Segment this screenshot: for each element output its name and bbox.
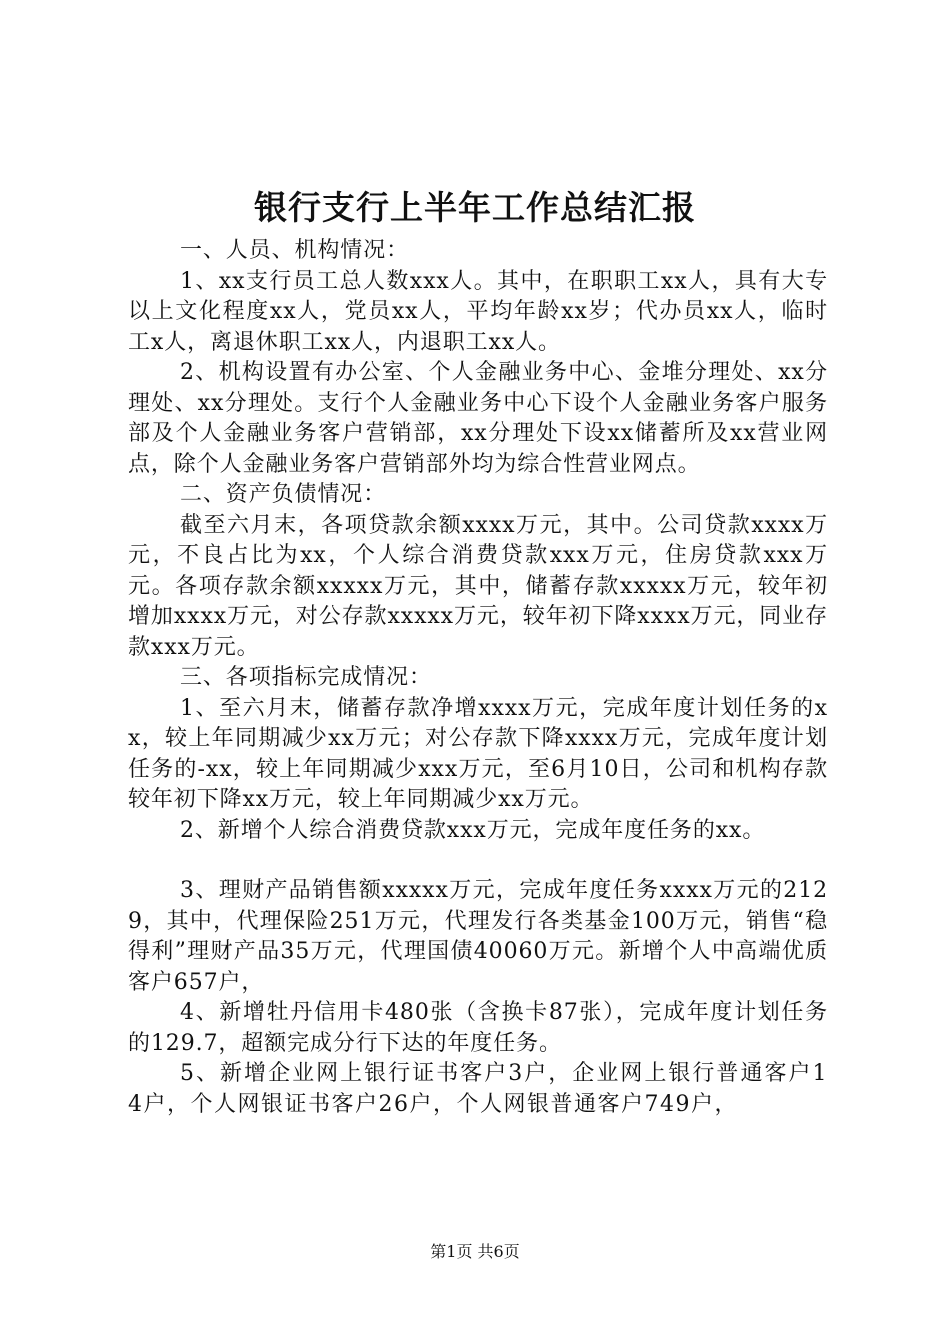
- section-heading-personnel: 一、人员、机构情况：: [180, 238, 410, 263]
- paragraph-consumer-loans: 2、新增个人综合消费贷款xxx万元，完成年度任务的xx。: [180, 817, 766, 843]
- page-footer: 第1页 共6页: [430, 1242, 520, 1261]
- paragraph-savings-growth: 1、至六月末，储蓄存款净增xxxx万元，完成年度计划任务的xx，较上年同期减少xx万元；对公存款下降xxxx万元，完成年度计划任务的-xx，较上年同期减少xxx万元，至6月10日，公司和机构存款较年初下降xx万元，较上年同期减少xx万元。: [128, 695, 828, 812]
- document-title: 银行支行上半年工作总结汇报: [254, 188, 696, 227]
- paragraph-credit-cards: 4、新增牡丹信用卡480张（含换卡87张），完成年度计划任务的129.7，超额完成分行下达的年度任务。: [128, 1000, 828, 1056]
- paragraph-loans-deposits: 截至六月末，各项贷款余额xxxx万元，其中。公司贷款xxxx万元，不良占比为xx，个人综合消费贷款xxx万元，住房贷款xxx万元。各项存款余额xxxxx万元，其中，储蓄存款xxxxx万元，较年初增加xxxx万元，对公存款xxxxx万元，较年初下降xxxx万元，同业存款xxx万元。: [128, 512, 828, 660]
- document-body: [128, 236, 828, 1120]
- paragraph-wealth-products: 3、理财产品销售额xxxxx万元，完成年度任务xxxx万元的2129，其中，代理保险251万元，代理发行各类基金100万元，销售“稳得利”理财产品35万元，代理国债40060万元。新增个人中高端优质客户657户，: [128, 878, 828, 995]
- paragraph-online-banking: 5、新增企业网上银行证书客户3户，企业网上银行普通客户14户，个人网银证书客户26户，个人网银普通客户749户，: [128, 1061, 828, 1117]
- paragraph-organization: 2、机构设置有办公室、个人金融业务中心、金堆分理处、xx分理处、xx分理处。支行个人金融业务中心下设个人金融业务客户服务部及个人金融业务客户营销部，xx分理处下设xx储蓄所及xx营业网点，除个人金融业务客户营销部外均为综合性营业网点。: [128, 360, 828, 477]
- paragraph-staff-count: 1、xx支行员工总人数xxx人。其中，在职职工xx人，具有大专以上文化程度xx人，党员xx人，平均年龄xx岁；代办员xx人，临时工x人，离退休职工xx人，内退职工xx人。: [128, 268, 828, 355]
- section-heading-indicators: 三、各项指标完成情况：: [180, 665, 432, 690]
- section-heading-assets: 二、资产负债情况：: [180, 482, 387, 507]
